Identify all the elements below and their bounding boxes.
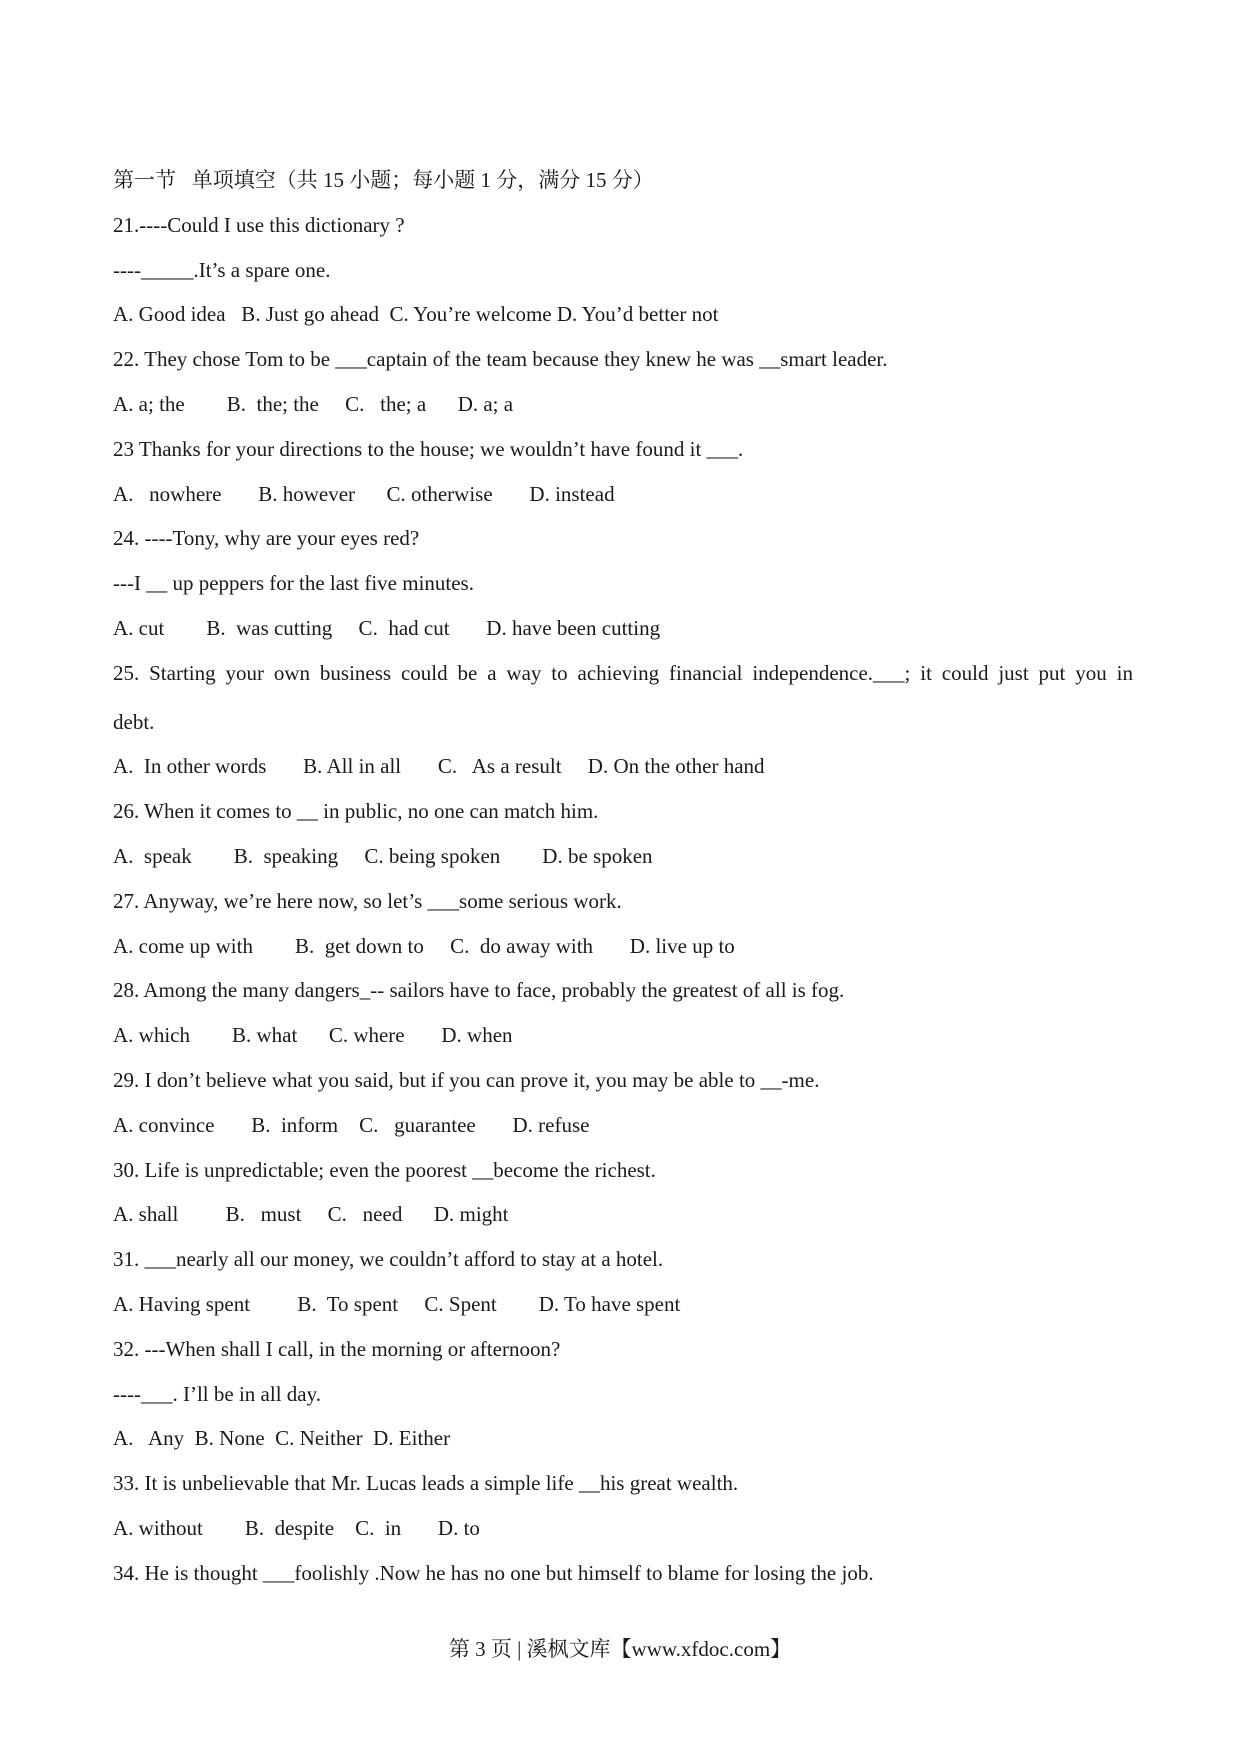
options-24: A. cut B. was cutting C. had cut D. have been cutting bbox=[113, 615, 661, 640]
options-32: A. Any B. None C. Neither D. Either bbox=[113, 1426, 451, 1451]
question-22: 22. They chose Tom to be ___captain of the team because they knew he was __smart leader. bbox=[113, 347, 888, 372]
question-33: 33. It is unbelievable that Mr. Lucas leads a simple life __his great wealth. bbox=[113, 1471, 739, 1496]
answer-line-21: ----_____.It’s a spare one. bbox=[113, 257, 331, 282]
question-27: 27. Anyway, we’re here now, so let’s ___some serious work. bbox=[113, 888, 622, 913]
options-27: A. come up with B. get down to C. do away with D. live up to bbox=[113, 933, 735, 958]
question-32: 32. ---When shall I call, in the morning or afternoon? bbox=[113, 1336, 561, 1361]
question-30: 30. Life is unpredictable; even the poorest __become the richest. bbox=[113, 1157, 656, 1182]
page-footer: 第 3 页 | 溪枫文库【www.xfdoc.com】 bbox=[448, 1637, 792, 1661]
question-25-line-1: 25. Starting your own business could be a way to achieving financial independence.___; it could just put you in bbox=[113, 660, 1133, 685]
answer-line-32: ----___. I’ll be in all day. bbox=[113, 1381, 321, 1406]
options-25: A. In other words B. All in all C. As a result D. On the other hand bbox=[113, 754, 765, 779]
options-26: A. speak B. speaking C. being spoken D. be spoken bbox=[113, 843, 653, 868]
options-33: A. without B. despite C. in D. to bbox=[113, 1515, 480, 1540]
section-heading: 第一节 单项填空（共 15 小题；每小题 1 分，满分 15 分） bbox=[113, 168, 654, 192]
options-22: A. a; the B. the; the C. the; a D. a; a bbox=[113, 391, 514, 416]
answer-line-24: ---I __ up peppers for the last five minutes. bbox=[113, 571, 474, 596]
question-29: 29. I don’t believe what you said, but if you can prove it, you may be able to __-me. bbox=[113, 1067, 820, 1092]
question-31: 31. ___nearly all our money, we couldn’t afford to stay at a hotel. bbox=[113, 1247, 664, 1272]
question-26: 26. When it comes to __ in public, no one can match him. bbox=[113, 799, 599, 824]
options-28: A. which B. what C. where D. when bbox=[113, 1023, 513, 1048]
question-21: 21.----Could I use this dictionary ? bbox=[113, 212, 405, 237]
options-31: A. Having spent B. To spent C. Spent D. To have spent bbox=[113, 1291, 681, 1316]
options-29: A. convince B. inform C. guarantee D. refuse bbox=[113, 1112, 590, 1137]
question-24: 24. ----Tony, why are your eyes red? bbox=[113, 526, 420, 551]
question-23: 23 Thanks for your directions to the house; we wouldn’t have found it ___. bbox=[113, 436, 744, 461]
options-30: A. shall B. must C. need D. might bbox=[113, 1202, 509, 1227]
question-25-line-2: debt. bbox=[113, 709, 155, 734]
options-23: A. nowhere B. however C. otherwise D. instead bbox=[113, 481, 615, 506]
question-34: 34. He is thought ___foolishly .Now he has no one but himself to blame for losing the job. bbox=[113, 1560, 874, 1585]
question-28: 28. Among the many dangers_-- sailors have to face, probably the greatest of all is fog. bbox=[113, 978, 845, 1003]
exam-page bbox=[113, 158, 1133, 1596]
options-21: A. Good idea B. Just go ahead C. You’re welcome D. You’d better not bbox=[113, 302, 719, 327]
